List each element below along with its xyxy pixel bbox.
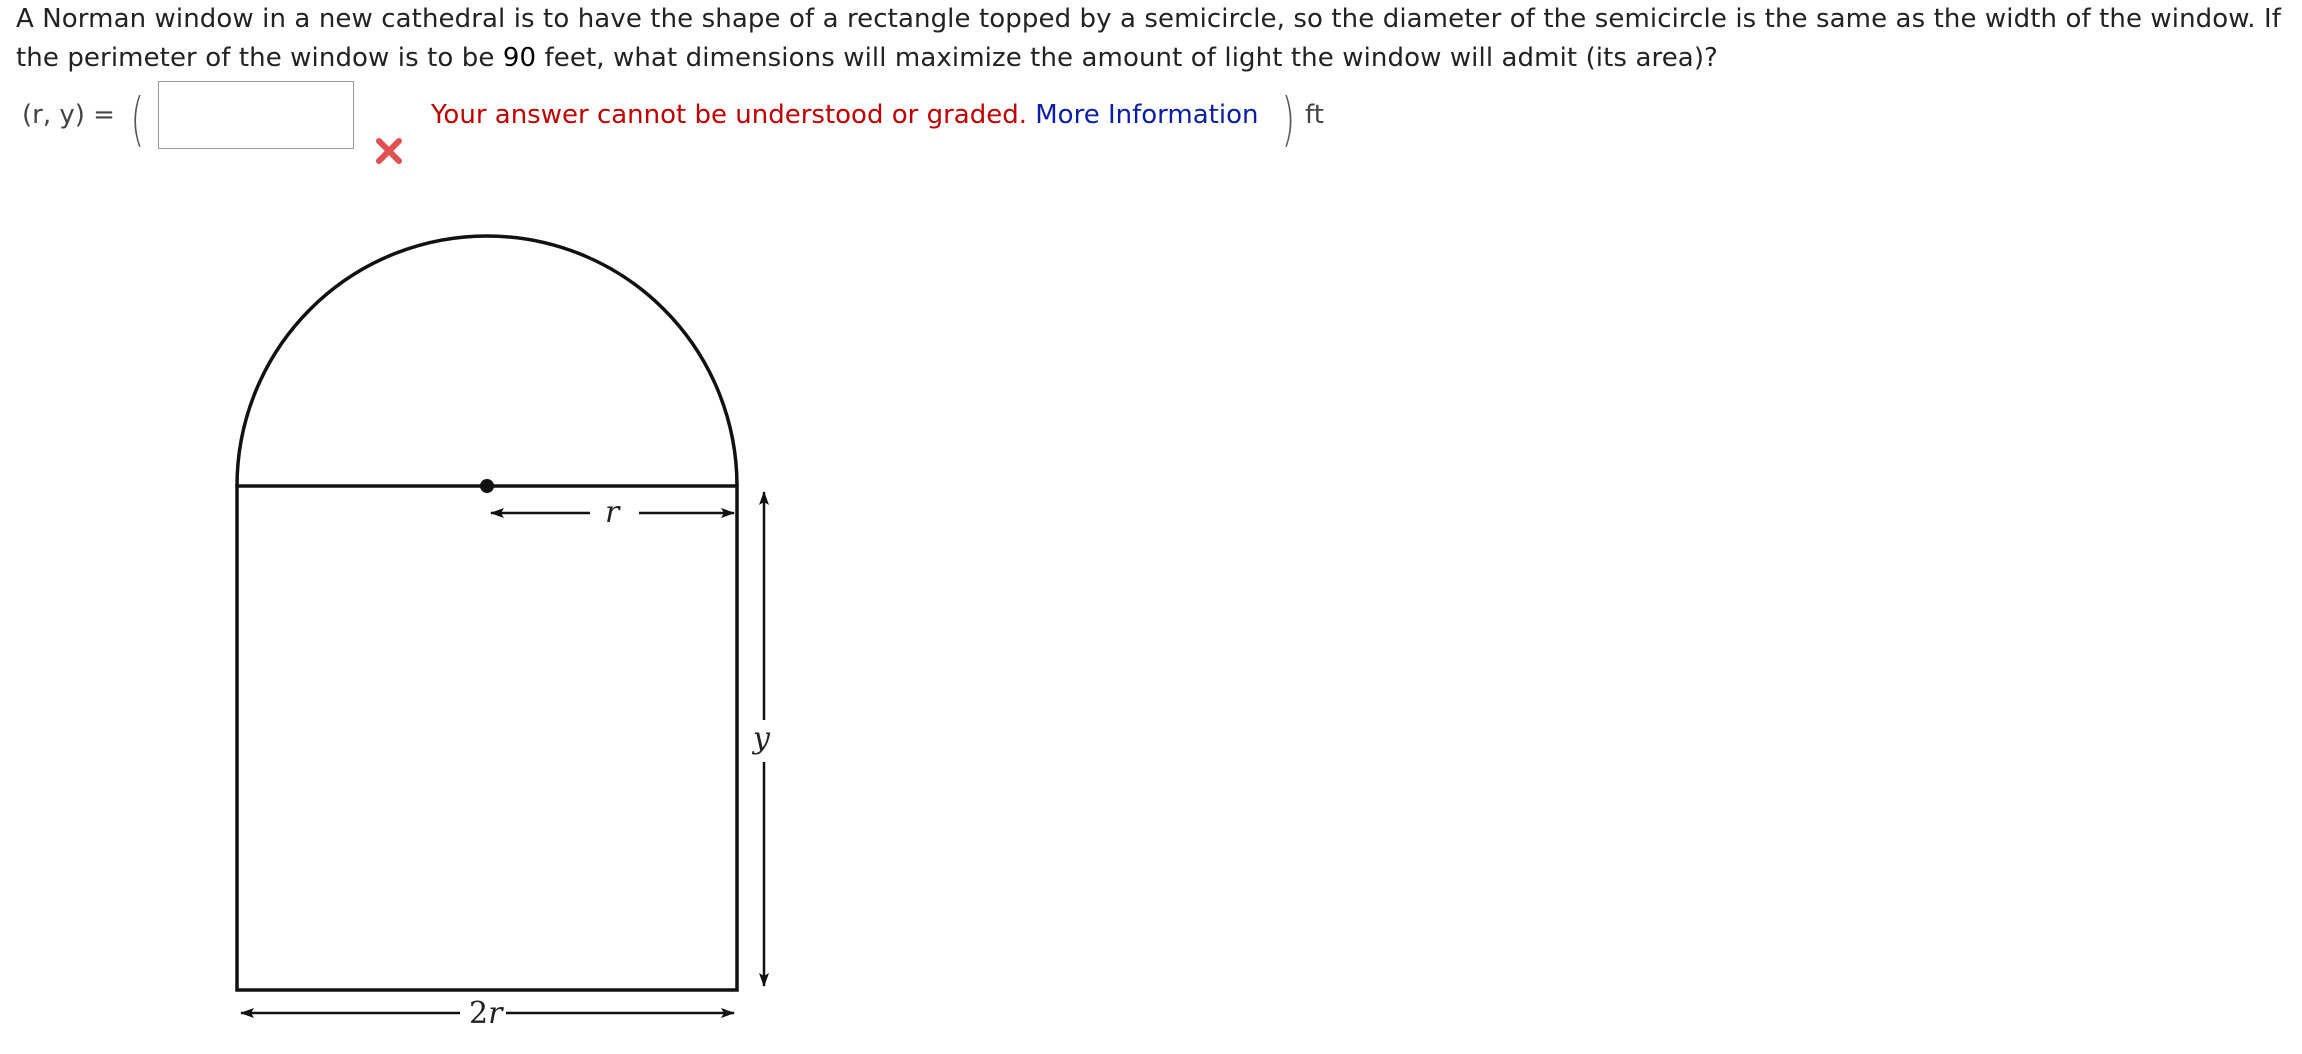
norman-window-diagram: [220, 220, 800, 1040]
answer-row: [22, 78, 1422, 158]
answer-lhs-label: (r, y) =: [22, 100, 115, 130]
red-x-icon: [374, 136, 404, 166]
close-paren: ): [1281, 85, 1296, 153]
2r-label-variable: r: [488, 996, 503, 1031]
unit-label: ft: [1305, 100, 1324, 130]
feedback-line: [431, 100, 1258, 130]
perimeter-value: 90: [502, 43, 537, 73]
question-text: [16, 0, 2296, 78]
y-label: y: [753, 721, 770, 756]
r-label: r: [605, 495, 620, 530]
2r-label-coefficient: 2: [469, 996, 489, 1031]
center-dot: [480, 479, 494, 493]
open-paren: (: [130, 85, 145, 153]
semicircle-outline: [237, 236, 737, 486]
2r-label: [469, 996, 504, 1031]
norman-window-figure: [220, 220, 800, 1040]
question-text-start: A Norman window in a new cathedral is to have the shape of a rectangle topped by a semicircle, so the diameter of the semicircle is the same as the width of the window. If the perimeter of the window is to be: [16, 4, 2282, 73]
rectangle-outline: [237, 486, 737, 990]
feedback-message: Your answer cannot be understood or graded.: [431, 100, 1027, 130]
answer-input[interactable]: [158, 81, 354, 149]
more-information-link[interactable]: More Information: [1035, 100, 1259, 130]
question-text-end: feet, what dimensions will maximize the amount of light the window will admit (its area)?: [536, 43, 1718, 73]
